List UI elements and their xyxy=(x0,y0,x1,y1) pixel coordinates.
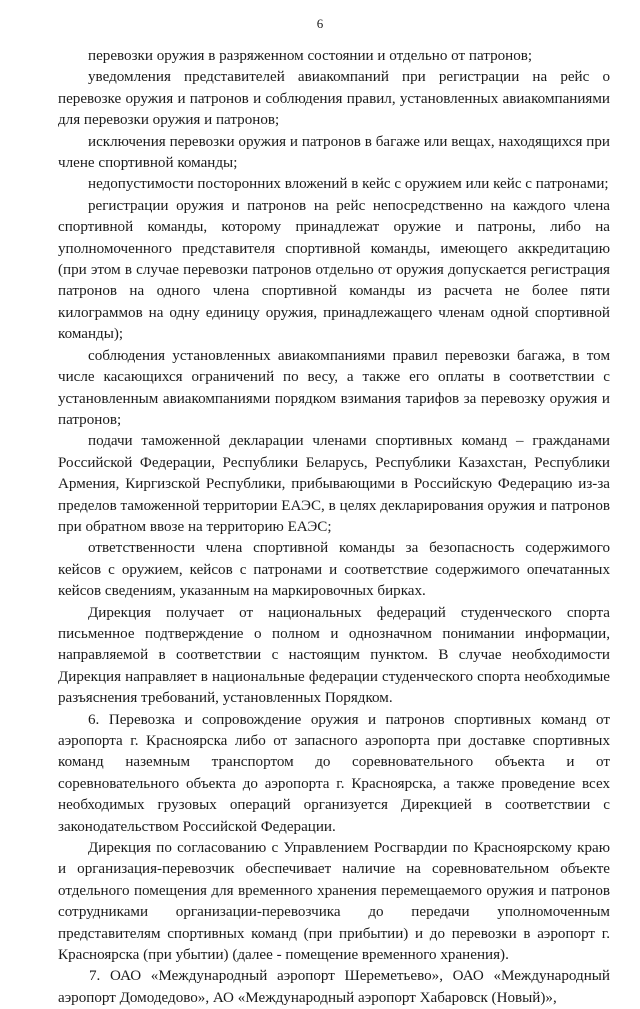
paragraph-no-baggage-transport: исключения перевозки оружия и патронов в багаже или вещах, находящихся при члене спортивной команды; xyxy=(58,133,610,172)
paragraph-no-foreign-items: недопустимости посторонних вложений в кейс с оружием или кейс с патронами; xyxy=(88,176,609,193)
paragraph-section-6-transport: 6. Перевозка и сопровождение оружия и патронов спортивных команд от аэропорта г. Красноярска либо от запасного аэропорта при доставке спортивных команд наземным транспортом до соревновательного объекта и от соревновательного объекта до аэропорта г. Красноярска, а также проведение всех необходимых грузовых операций организуется Дирекцией в соответствии с законодательством Российской Федерации. xyxy=(58,711,610,835)
paragraph-flight-registration: регистрации оружия и патронов на рейс непосредственно на каждого члена спортивной команды, которому принадлежат оружие и патроны, либо на уполномоченного представителя спортивной команды, имеющего аккредитацию (при этом в случае перевозки патронов отдельно от оружия допускается регистрация патронов на одного члена спортивной команды из расчета не более пяти килограммов на одну единицу оружия, принадлежащего членам одной спортивной команды); xyxy=(58,197,610,343)
paragraph-temporary-storage: Дирекция по согласованию с Управлением Росгвардии по Красноярскому краю и организация-перевозчик обеспечивает наличие на соревновательном объекте отдельного помещения для временного хранения перемещаемого оружия и патронов сотрудниками организации-перевозчика до передачи уполномоченным представителям спортивных команд (при прибытии) и до перевозки в аэропорт г. Красноярска (при убытии) (далее - помещение временного хранения). xyxy=(58,840,610,964)
paragraph-section-7-airports: 7. ОАО «Международный аэропорт Шереметьево», ОАО «Международный аэропорт Домодедово», АО «Международный аэропорт Хабаровск (Новый)», xyxy=(58,968,610,1006)
paragraph-baggage-rules: соблюдения установленных авиакомпаниями правил перевозки багажа, в том числе касающихся ограничений по весу, а также его оплаты в соответствии с установленным авиакомпаниями порядком взимания тарифов за перевозку оружия и патронов; xyxy=(58,347,610,428)
document-body xyxy=(58,46,610,1009)
paragraph-transport-unloaded: перевозки оружия в разряженном состоянии и отдельно от патронов; xyxy=(88,48,533,64)
paragraph-customs-declaration: подачи таможенной декларации членами спортивных команд – гражданами Российской Федерации, Республики Беларусь, Республики Казахстан, Республики Армения, Киргизской Республики, прибывающими в Российскую Федерацию из-за пределов таможенной территории ЕАЭС, в целях декларирования оружия и патронов при обратном ввозе на территорию ЕАЭС; xyxy=(58,433,610,535)
paragraph-airline-notification: уведомления представителей авиакомпаний при регистрации на рейс о перевозке оружия и патронов и соблюдения правил, установленных авиакомпаниями для перевозки оружия и патронов; xyxy=(58,69,610,129)
page-number: 6 xyxy=(316,16,324,31)
paragraph-case-responsibility: ответственности члена спортивной команды за безопасность содержимого кейсов с оружием, кейсов с патронами и соответствие содержимого опечатанных кейсов сведениям, указанным на маркировочных бирках. xyxy=(58,540,610,600)
paragraph-directorate-confirmation: Дирекция получает от национальных федераций студенческого спорта письменное подтверждение о полном и однозначном понимании информации, направляемой в соответствии с настоящим пунктом. В случае необходимости Дирекция направляет в национальные федерации студенческого спорта необходимые разъяснения требований, установленных Порядком. xyxy=(58,604,610,707)
